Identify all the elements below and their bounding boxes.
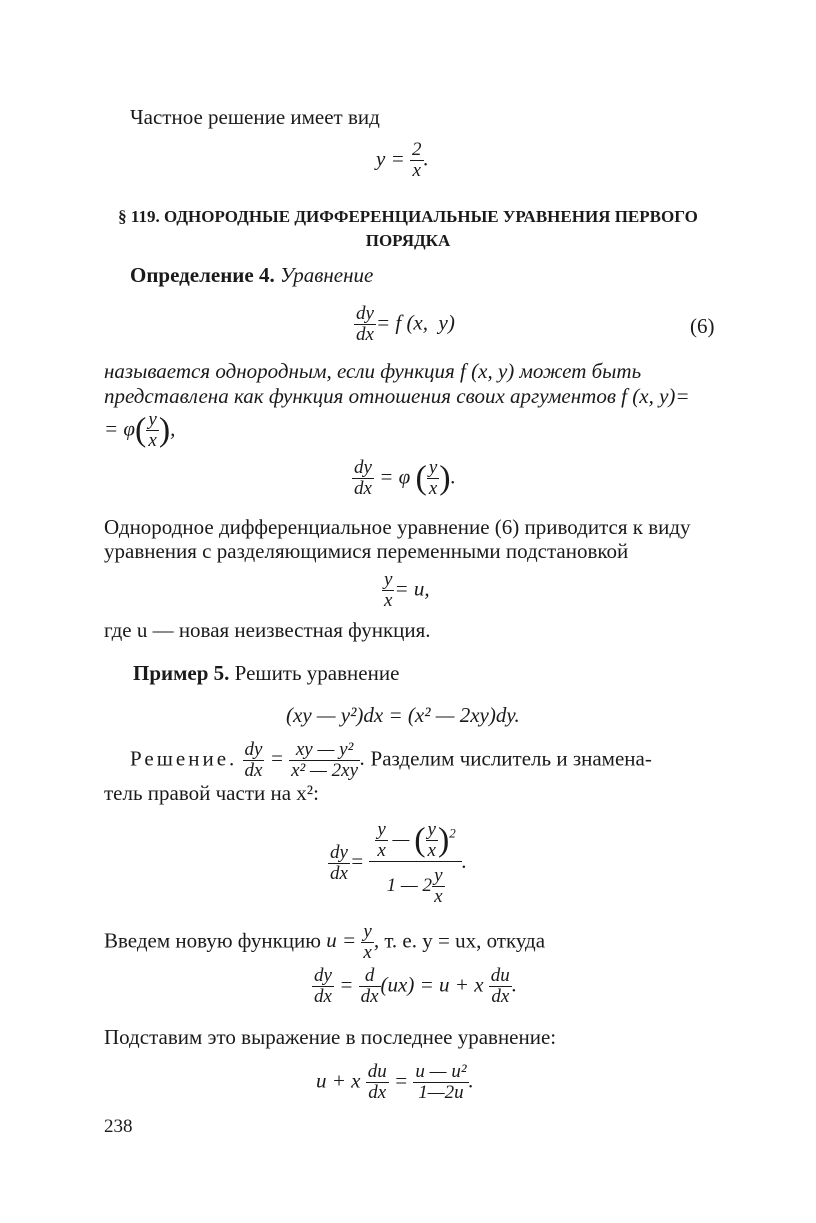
new-function-line: Введем новую функцию u = $\frac{y}{x}$ , т. е. y = ux, откуда	[104, 921, 546, 963]
definition-line	[130, 262, 373, 288]
formula-derivative-ux: $\frac{dy}{dx}$ = $\frac{d}{dx}$ (ux) = u + x $\frac{du}{dx}$ .	[314, 965, 518, 1007]
formula-substitution: $\frac{y}{x}$ = u,	[384, 569, 430, 611]
example-equation: (xy — y²)dx = (x² — 2xy)dy.	[286, 703, 520, 727]
formula-phi-y-over-x: = φ( $\frac{y}{x}$ ),	[104, 409, 176, 451]
new-function-text: Введем новую функцию	[104, 928, 321, 953]
formula-y-equals-2-over-x: y = $\frac{2}{x}$ .	[376, 139, 429, 181]
solution-line: Решение. $\frac{dy}{dx}$ = $\frac{\text{xy — y²}}{\text{x² — 2xy}}$ . Разделим числитель и знамена-	[130, 739, 652, 781]
formula-divided-fraction: $\frac{dy}{dx}$ = $\frac{y}{x}$ — ( $\frac{y}{x}$ )$^2$ 1 — 2 $\frac{y}{x}$ .	[330, 819, 468, 907]
example-label: Пример 5.	[133, 661, 230, 685]
substitute-text: Подставим это выражение в последнее уравнение:	[104, 1025, 557, 1049]
example-text: Решить уравнение	[234, 661, 400, 685]
formula-dy-dx-f: $\frac{dy}{dx}$ = f (x, y)	[356, 303, 455, 345]
definition-word: Уравнение	[279, 263, 374, 287]
reduction-text-line-2: уравнения с разделяющимися переменными подстановкой	[104, 539, 629, 563]
example-line	[133, 660, 399, 686]
solution-label: Решение.	[130, 746, 238, 771]
definition-text-line-2: представлена как функция отношения своих аргументов f (x, y)=	[104, 384, 690, 408]
page-number: 238	[104, 1116, 133, 1137]
formula-final: u + x $\frac{du}{dx}$ = $\frac{\text{u — u²}}{1—2u}$ .	[316, 1061, 474, 1103]
section-heading: § 119. ОДНОРОДНЫЕ ДИФФЕРЕНЦИАЛЬНЫЕ УРАВНЕНИЯ ПЕРВОГО ПОРЯДКА	[118, 207, 698, 250]
new-function-tail: т. е. y = ux, откуда	[384, 928, 546, 953]
where-text: где u — новая неизвестная функция.	[104, 618, 431, 642]
solution-text-line-2: тель правой части на x²:	[104, 781, 319, 805]
partial-solution-intro: Частное решение имеет вид	[130, 105, 380, 129]
definition-label: Определение 4.	[130, 263, 275, 287]
solution-text: Разделим числитель и знамена-	[370, 746, 652, 771]
reduction-text-line-1: Однородное дифференциальное уравнение (6) приводится к виду	[104, 515, 691, 539]
equation-number: (6)	[690, 314, 715, 338]
formula-dy-dx-phi: $\frac{dy}{dx}$ = φ ( $\frac{y}{x}$ ).	[354, 457, 456, 499]
definition-text-line-1: называется однородным, если функция f (x, y) может быть	[104, 359, 642, 383]
